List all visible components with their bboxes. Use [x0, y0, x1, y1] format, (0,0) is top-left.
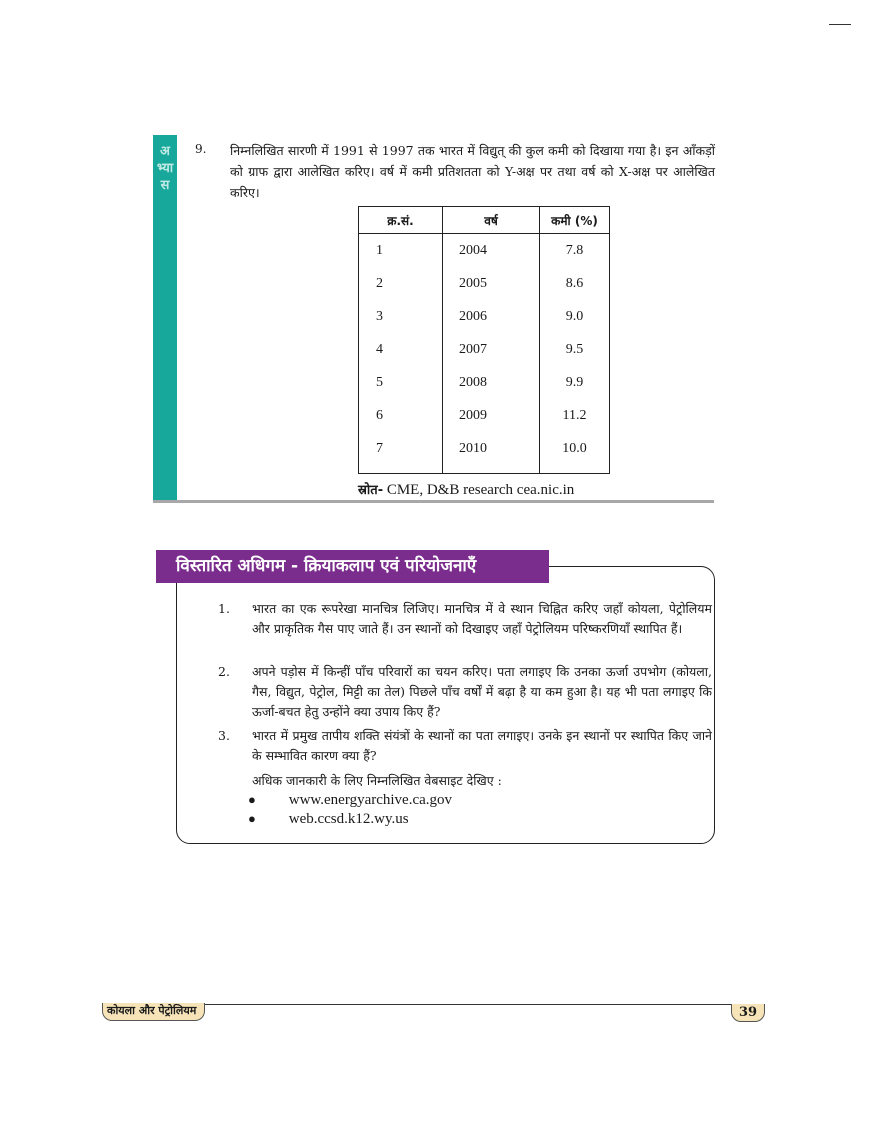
- source-text: CME, D&B research cea.nic.in: [386, 482, 575, 498]
- table-row: [359, 432, 610, 465]
- website-link[interactable]: www.energyarchive.ca.gov: [288, 792, 453, 808]
- table-cell-serial: 1: [359, 234, 443, 268]
- activity-text: भारत का एक रूपरेखा मानचित्र लिजिए। मानचित्र में वे स्थान चिह्नित करिए जहाँ कोयला, पेट्रोलियम और प्राकृतिक गैस पाए जाते हैं। उन स्थानों को दिखाइए जहाँ पेट्रोलियम परिष्करणियाँ स्थापित हैं।: [252, 601, 712, 636]
- table-cell-shortage: 10.0: [540, 432, 610, 465]
- table-row: [359, 366, 610, 399]
- table-row: [359, 399, 610, 432]
- website-list-item: [248, 811, 409, 828]
- table-cell-shortage: 9.5: [540, 333, 610, 366]
- table-cell-year: 2009: [443, 399, 540, 432]
- table-cell-year: 2006: [443, 300, 540, 333]
- extended-learning-title: विस्तारित अधिगम - क्रियाकलाप एवं परियोजनाएँ: [156, 550, 549, 583]
- activity-number: 2.: [218, 664, 230, 679]
- exercise-side-label: अ भ्या स: [156, 144, 174, 193]
- page-number: 39: [731, 1004, 765, 1022]
- activity-number: 3.: [218, 728, 230, 743]
- table-cell-year: 2005: [443, 267, 540, 300]
- table-cell-shortage: 9.0: [540, 300, 610, 333]
- table-row: [359, 300, 610, 333]
- table-cell-serial: 4: [359, 333, 443, 366]
- section-divider: [153, 500, 714, 503]
- website-link[interactable]: web.ccsd.k12.wy.us: [288, 811, 409, 827]
- table-header-row: [359, 207, 610, 234]
- table-cell-year: 2007: [443, 333, 540, 366]
- power-shortage-table: [358, 206, 610, 474]
- column-header-year: वर्ष: [443, 207, 540, 234]
- activity-number: 1.: [218, 601, 230, 616]
- question-text: निम्नलिखित सारणी में 1991 से 1997 तक भारत में विद्युत् की कुल कमी को दिखाया गया है। इन आँकड़ों को ग्राफ द्वारा आलेखित करिए। वर्ष में कमी प्रतिशतता को Y-अक्ष पर तथा वर्ष को X-अक्ष पर आलेखित करिए।: [230, 143, 715, 200]
- column-header-shortage: कमी (%): [540, 207, 610, 234]
- table-cell-serial: 6: [359, 399, 443, 432]
- bullet-icon: ●: [248, 811, 256, 826]
- table-cell-shortage: 7.8: [540, 234, 610, 268]
- table-cell-shortage: 11.2: [540, 399, 610, 432]
- website-list-item: [248, 792, 452, 809]
- table-cell-serial: 2: [359, 267, 443, 300]
- table-cell-serial: 7: [359, 432, 443, 465]
- activity-text: अपने पड़ोस में किन्हीं पाँच परिवारों का चयन करिए। पता लगाइए कि उनका ऊर्जा उपभोग (कोयला, गैस, विद्युत, पेट्रोल, मिट्टी का तेल) पिछले पाँच वर्षों में बढ़ा है या कम हुआ है। यह भी पता लगाइए कि ऊर्जा-बचत हेतु उन्होंने क्या उपाय किए हैं?: [252, 664, 712, 719]
- corner-mark: [829, 24, 851, 25]
- table-spacer-cell: [443, 465, 540, 474]
- table-source: [358, 480, 574, 499]
- source-label: स्रोत-: [358, 483, 384, 498]
- bullet-icon: ●: [248, 792, 256, 807]
- footer-chapter-title: कोयला और पेट्रोलियम: [102, 1003, 205, 1021]
- table-cell-serial: 3: [359, 300, 443, 333]
- table-spacer-row: [359, 465, 610, 474]
- table-cell-serial: 5: [359, 366, 443, 399]
- table-cell-year: 2008: [443, 366, 540, 399]
- activity-text: भारत में प्रमुख तापीय शक्ति संयंत्रों के स्थानों का पता लगाइए। उनके इन स्थानों पर स्थापित किए जाने के सम्भावित कारण क्या हैं?: [252, 728, 712, 763]
- more-info-text: अधिक जानकारी के लिए निम्नलिखित वेबसाइट देखिए :: [252, 773, 502, 788]
- table-row: [359, 333, 610, 366]
- table-cell-shortage: 8.6: [540, 267, 610, 300]
- table-cell-shortage: 9.9: [540, 366, 610, 399]
- table-spacer-cell: [540, 465, 610, 474]
- table-row: [359, 267, 610, 300]
- table-spacer-cell: [359, 465, 443, 474]
- question-number: 9.: [195, 142, 207, 156]
- table-cell-year: 2010: [443, 432, 540, 465]
- exercise-side-bar: [153, 135, 177, 502]
- table-cell-year: 2004: [443, 234, 540, 268]
- table-row: [359, 234, 610, 268]
- column-header-serial: क्र.सं.: [359, 207, 443, 234]
